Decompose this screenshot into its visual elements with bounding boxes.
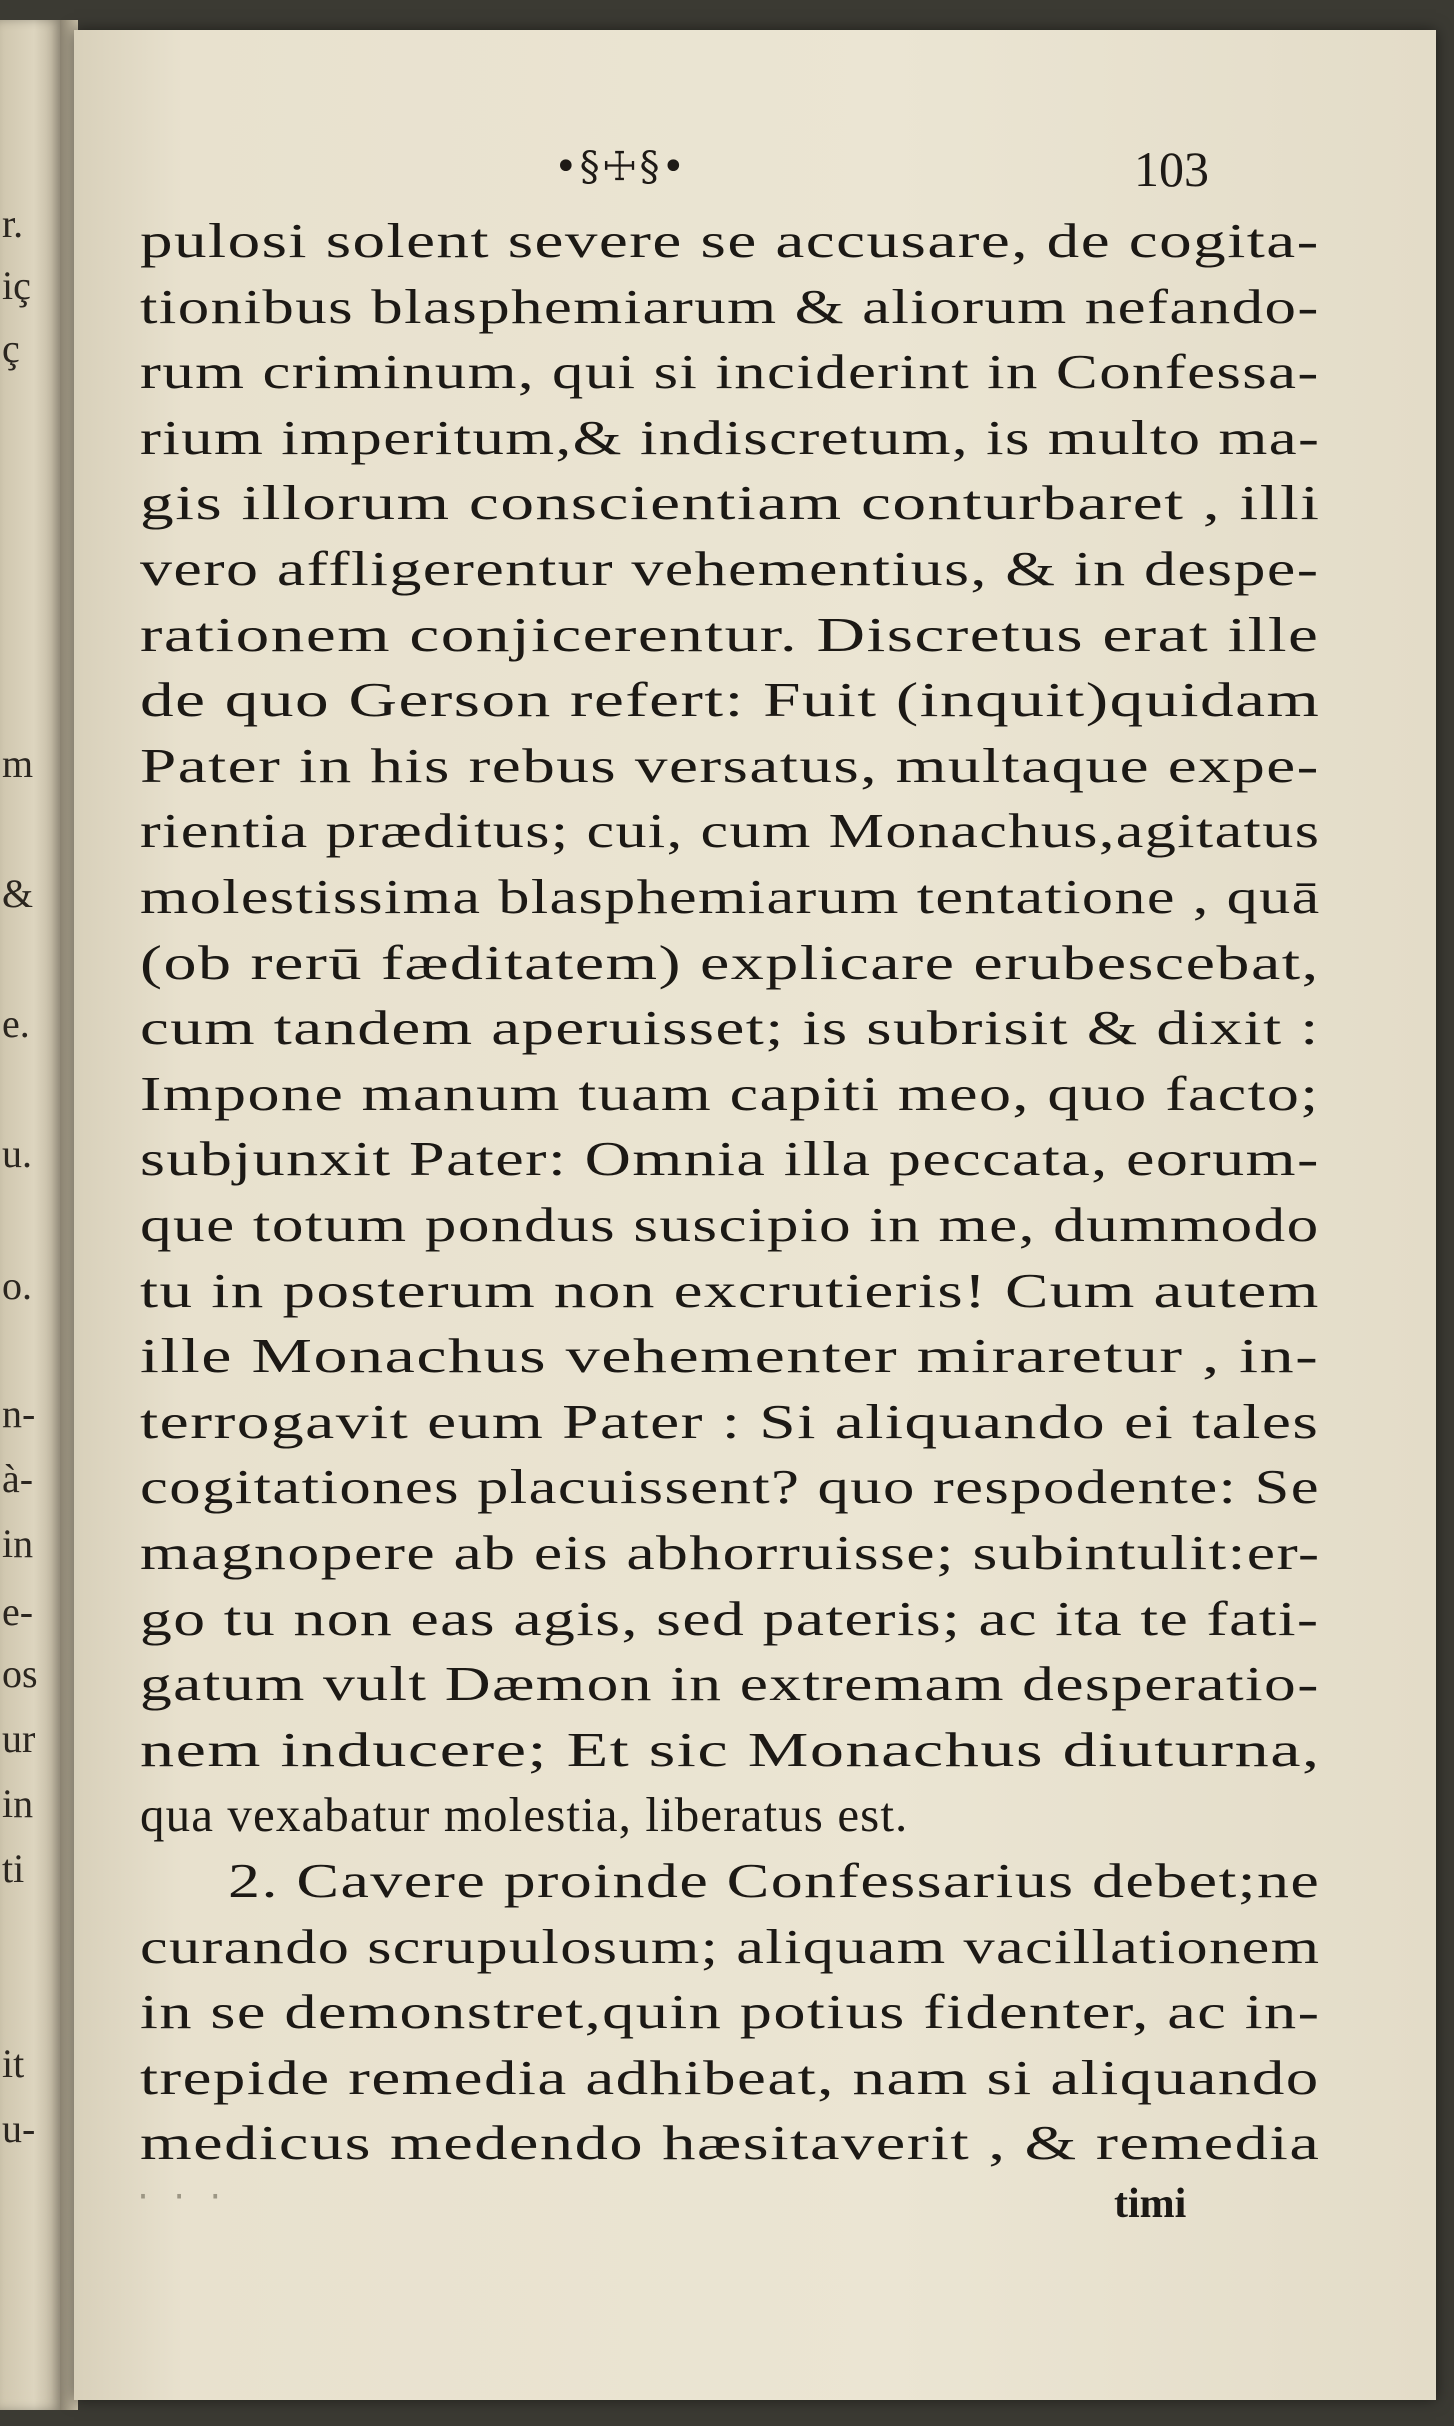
margin-fragment: u- <box>2 2106 36 2151</box>
text-line: que totum pondus suscipio in me, dummodo <box>140 1197 1320 1252</box>
text-line: tu in posterum non excrutieris! Cum autem <box>140 1262 1320 1318</box>
text-line: subjunxit Pater: Omnia illa peccata, eorum- <box>140 1131 1320 1187</box>
text-line: de quo Gerson refert: Fuit (inquit)quidam <box>140 672 1321 728</box>
page-number: 103 <box>1134 141 1209 197</box>
text-line: rum criminum, qui si inciderint in Confessa- <box>140 344 1320 400</box>
left-facing-page <box>0 20 62 2410</box>
catchword: timi <box>1114 2181 1187 2227</box>
text-line: terrogavit eum Pater : Si aliquando ei tales <box>140 1393 1320 1449</box>
page-header <box>74 140 1436 200</box>
margin-fragment: n- <box>2 1391 36 1436</box>
margin-fragment: ur <box>2 1716 36 1761</box>
text-line: rientia præditus; cui, cum Monachus,agitatus <box>140 803 1321 859</box>
text-line: qua vexabatur molestia, liberatus est. <box>140 1787 909 1843</box>
text-line: gis illorum conscientiam conturbaret , illi <box>140 475 1321 531</box>
text-line: trepide remedia adhibeat, nam si aliquando <box>140 2049 1320 2105</box>
margin-fragment: it <box>2 2041 25 2086</box>
text-line: (ob rerū fæditatem) explicare erubescebat, <box>140 934 1320 990</box>
text-line: Pater in his rebus versatus, multaque expe- <box>140 737 1320 793</box>
text-line: Impone manum tuam capiti meo, quo facto; <box>140 1065 1320 1121</box>
text-line: cogitationes placuissent? quo respodente: Se <box>140 1459 1321 1515</box>
margin-fragment: e- <box>2 1589 34 1634</box>
text-line: magnopere ab eis abhorruisse; subintulit:er- <box>140 1525 1321 1580</box>
margin-fragment: os <box>2 1651 38 1696</box>
margin-fragment: ti <box>2 1846 25 1891</box>
margin-fragment: in <box>2 1521 34 1566</box>
text-line: ille Monachus vehementer miraretur , in- <box>140 1328 1320 1384</box>
margin-fragment: o. <box>2 1263 32 1308</box>
faint-mark: · · · <box>134 2180 225 2215</box>
text-line: gatum vult Dæmon in extremam desperatio- <box>140 1656 1320 1712</box>
text-line: 2. Cavere proinde Confessarius debet;ne <box>228 1853 1321 1908</box>
margin-fragment: in <box>2 1781 34 1826</box>
margin-fragment: ç <box>2 326 20 371</box>
text-line: rationem conjicerentur. Discretus erat ille <box>140 606 1320 662</box>
left-margin-fragments <box>0 20 62 2410</box>
text-line: cum tandem aperuisset; is subrisit & dixit : <box>140 1000 1320 1056</box>
margin-fragment: m <box>2 741 34 786</box>
margin-fragment: iç <box>2 263 31 308</box>
text-line: rium imperitum,& indiscretum, is multo ma- <box>140 409 1321 465</box>
text-line: curando scrupulosum; aliquam vacillationem <box>140 1918 1321 1974</box>
text-line: pulosi solent severe se accusare, de cogita- <box>140 213 1320 268</box>
text-line: medicus medendo hæsitaverit , & remedia <box>140 2115 1321 2171</box>
text-line: in se demonstret,quin potius fidenter, ac in- <box>140 1984 1321 2040</box>
text-line: molestissima blasphemiarum tentatione , quā <box>140 869 1321 924</box>
margin-fragment: à- <box>2 1456 34 1501</box>
text-line: vero affligerentur vehementius, & in despe- <box>140 541 1320 596</box>
text-line: nem inducere; Et sic Monachus diuturna, <box>140 1721 1321 1777</box>
margin-fragment: u. <box>2 1131 32 1176</box>
header-ornament: •§☩§• <box>554 144 688 190</box>
margin-fragment: e. <box>2 1001 30 1046</box>
margin-fragment: r. <box>2 201 24 246</box>
book-page <box>74 30 1436 2400</box>
text-line: tionibus blasphemiarum & aliorum nefando- <box>140 278 1320 334</box>
margin-fragment: & <box>2 871 34 916</box>
text-line: go tu non eas agis, sed pateris; ac ita te fati- <box>140 1590 1320 1646</box>
